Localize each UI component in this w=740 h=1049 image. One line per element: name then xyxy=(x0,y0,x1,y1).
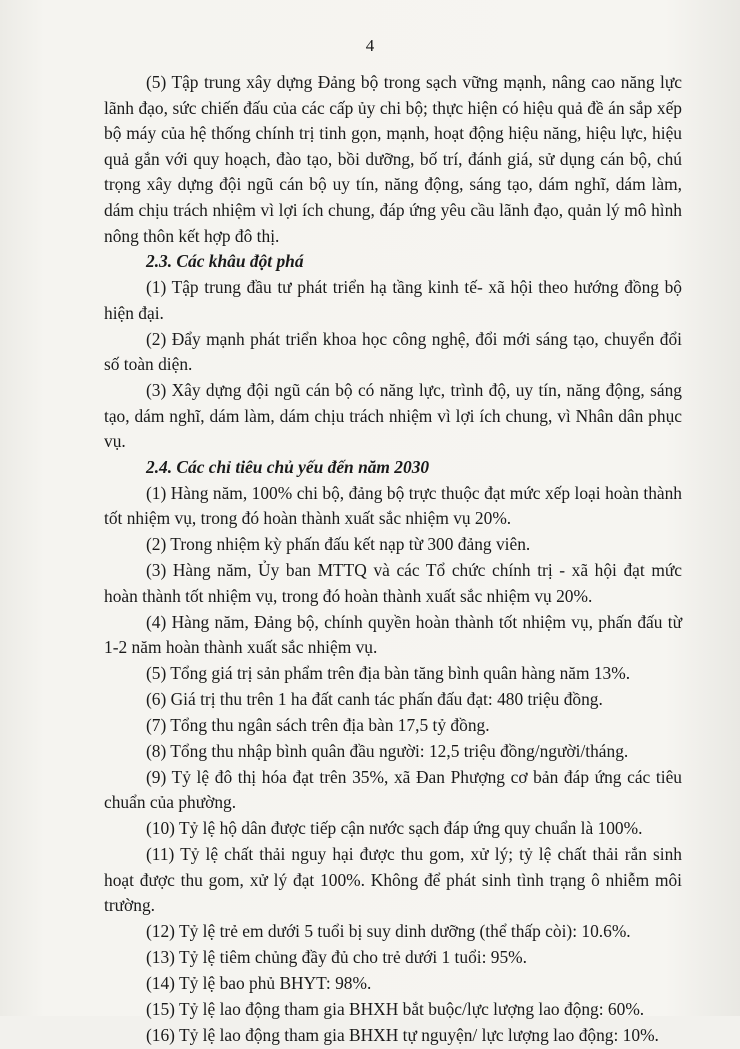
paragraph-target-16: (16) Tỷ lệ lao động tham gia BHXH tự nguyện/ lực lượng lao động: 10%. xyxy=(146,1024,659,1045)
paragraph-target-3: (3) Hàng năm, Ủy ban MTTQ và các Tổ chức chính trị - xã hội đạt mức hoàn thành tốt nhiệm vụ, trong đó hoàn thành xuất sắc nhiệm vụ 20%. xyxy=(104,560,682,606)
paragraph-target-9: (9) Tỷ lệ đô thị hóa đạt trên 35%, xã Đan Phượng cơ bản đáp ứng các tiêu chuẩn của phường. xyxy=(104,766,682,813)
paragraph-target-10: (10) Tỷ lệ hộ dân được tiếp cận nước sạch đáp ứng quy chuẩn là 100%. xyxy=(146,818,643,839)
paragraph-target-2: (2) Trong nhiệm kỳ phấn đấu kết nạp từ 300 đảng viên. xyxy=(146,534,531,555)
paragraph-breakthrough-3: (3) Xây dựng đội ngũ cán bộ có năng lực, trình độ, uy tín, năng động, sáng tạo, dám nghĩ, dám làm, dám chịu trách nhiệm vì lợi ích chung, vì Nhân dân phục vụ. xyxy=(104,380,682,452)
paragraph-target-5: (5) Tổng giá trị sản phẩm trên địa bàn tăng bình quân hàng năm 13%. xyxy=(146,663,631,684)
paragraph-target-11: (11) Tỷ lệ chất thải nguy hại được thu gom, xử lý; tỷ lệ chất thải rắn sinh hoạt được thu gom, xử lý đạt 100%. Không để phát sinh tình trạng ô nhiễm môi trường. xyxy=(104,843,682,916)
paragraph-target-8: (8) Tổng thu nhập bình quân đầu người: 12,5 triệu đồng/người/tháng. xyxy=(146,740,629,761)
document-body xyxy=(104,70,682,1049)
paragraph-breakthrough-1: (1) Tập trung đầu tư phát triển hạ tầng kinh tế- xã hội theo hướng đồng bộ hiện đại. xyxy=(104,277,682,323)
page-number: 4 xyxy=(365,36,375,55)
paragraph-party-building: (5) Tập trung xây dựng Đảng bộ trong sạch vững mạnh, nâng cao năng lực lãnh đạo, sức chiến đấu của các cấp ủy chi bộ; thực hiện có hiệu quả đề án sắp xếp bộ máy của hệ thống chính trị tinh gọn, mạnh, hoạt động hiệu năng, hiệu lực, hiệu quả gắn với quy hoạch, đào tạo, bồi dưỡng, bố trí, đánh giá, sử dụng cán bộ, chú trọng xây dựng đội ngũ cán bộ uy tín, năng động, sáng tạo, dám nghĩ, dám làm, dám chịu trách nhiệm vì lợi ích chung, đáp ứng yêu cầu lãnh đạo, quản lý mô hình nông thôn kết hợp đô thị. xyxy=(104,72,682,246)
paragraph-target-12: (12) Tỷ lệ trẻ em dưới 5 tuổi bị suy dinh dưỡng (thể thấp còi): 10.6%. xyxy=(146,921,631,942)
paragraph-breakthrough-2: (2) Đẩy mạnh phát triển khoa học công nghệ, đổi mới sáng tạo, chuyển đổi số toàn diện. xyxy=(104,328,682,375)
paragraph-target-7: (7) Tổng thu ngân sách trên địa bàn 17,5 tỷ đồng. xyxy=(146,714,490,735)
section-heading-breakthroughs: 2.3. Các khâu đột phá xyxy=(146,251,304,272)
paragraph-target-6: (6) Giá trị thu trên 1 ha đất canh tác phấn đấu đạt: 480 triệu đồng. xyxy=(146,688,603,709)
paragraph-target-13: (13) Tỷ lệ tiêm chủng đầy đủ cho trẻ dưới 1 tuổi: 95%. xyxy=(146,946,528,967)
paragraph-target-15: (15) Tỷ lệ lao động tham gia BHXH bắt buộc/lực lượng lao động: 60%. xyxy=(146,998,645,1019)
paragraph-target-1: (1) Hàng năm, 100% chi bộ, đảng bộ trực thuộc đạt mức xếp loại hoàn thành tốt nhiệm vụ, trong đó hoàn thành xuất sắc nhiệm vụ 20%. xyxy=(104,482,682,529)
paragraph-target-14: (14) Tỷ lệ bao phủ BHYT: 98%. xyxy=(146,972,372,993)
paragraph-target-4: (4) Hàng năm, Đảng bộ, chính quyền hoàn thành tốt nhiệm vụ, phấn đấu từ 1-2 năm hoàn thành xuất sắc nhiệm vụ. xyxy=(104,611,682,658)
section-heading-targets-2030: 2.4. Các chỉ tiêu chủ yếu đến năm 2030 xyxy=(146,457,430,478)
